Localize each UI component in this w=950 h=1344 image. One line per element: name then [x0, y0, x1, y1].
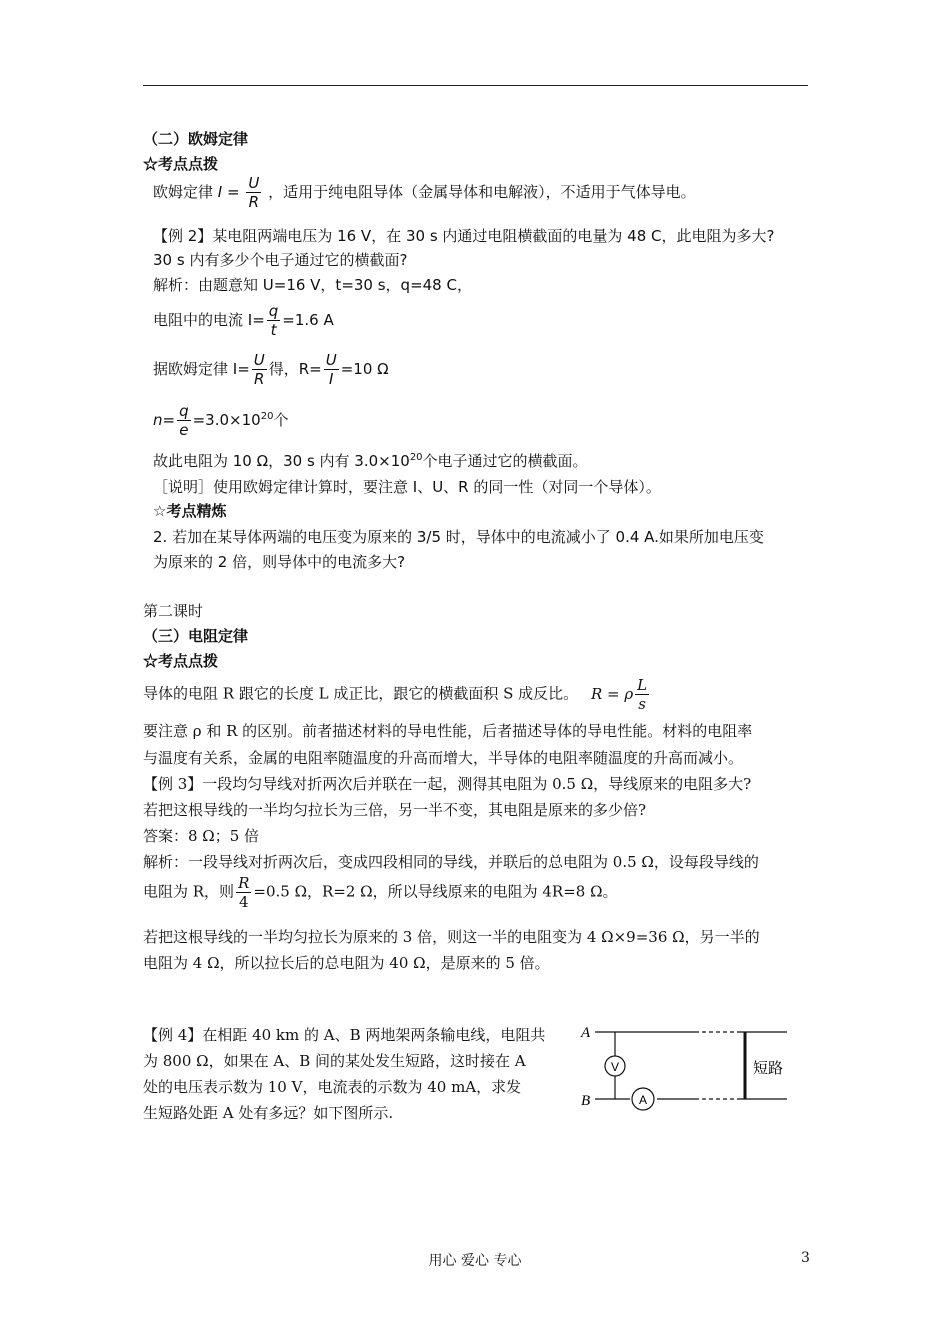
example-2-line-2: 30 s 内有多少个电子通过它的横截面?	[153, 251, 408, 269]
example-2-line-1: 【例 2】某电阻两端电压为 16 V，在 30 s 内通过电阻横截面的电量为 48 C，此电阻为多大?	[153, 227, 775, 245]
answer: 答案：8 Ω；5 倍	[143, 827, 260, 845]
question-2-line-2: 为原来的 2 倍，则导体中的电流多大?	[153, 553, 406, 571]
resistance-law-statement: 导体的电阻 R 跟它的长度 L 成正比，跟它的横截面积 S 成反比。 R = ρ $\frac{L}{s}$	[143, 676, 648, 713]
paragraph-3-line-1: 若把这根导线的一半均匀拉长为原来的 3 倍，则这一半的电阻变为 4 Ω×9=36 Ω，另一半的	[143, 928, 760, 946]
electron-count-formula: n= $\frac{q}{e}$ $=3.0\times 10^{20}$个	[153, 402, 289, 439]
short-label: 短路	[753, 1059, 784, 1077]
example-3-line-2: 若把这根导线的一半均匀拉长为三倍，另一半不变，其电阻是原来的多少倍?	[143, 801, 647, 819]
conclusion: 故此电阻为 10 Ω，30 s 内有 $3.0\times 10^{20}$个电子通过它的横截面。	[153, 452, 588, 470]
paragraph-3-line-2: 电阻为 4 Ω，所以拉长后的总电阻为 40 Ω，是原来的 5 倍。	[143, 954, 550, 972]
current-formula: 电阻中的电流 I= $\frac{q}{t}$ =1.6 A	[153, 302, 334, 339]
practice-heading: ☆考点精炼	[153, 502, 227, 520]
label-b: B	[581, 1093, 591, 1109]
paragraph-1-line-1: 要注意 ρ 和 R 的区别。前者描述材料的导电性能，后者描述导体的导电性能。材料的电阻率	[143, 722, 753, 740]
key-points-heading: ☆考点点拨	[143, 155, 219, 173]
ohm-law-statement: 欧姆定律 I = $\frac{U}{R}$ ，适用于纯电阻导体（金属导体和电解液），不适用于气体导电。	[153, 174, 696, 211]
key-points-heading-2: ☆考点点拨	[143, 652, 219, 670]
paragraph-1-line-2: 与温度有关系，金属的电阻率随温度的升高而增大，半导体的电阻率随温度的升高而减小。	[143, 749, 744, 767]
section-title-ohm: （二）欧姆定律	[143, 130, 249, 148]
example-4-line-4: 生短路处距 A 处有多远？如下图所示.	[143, 1104, 394, 1122]
ohm-law-derivation: 据欧姆定律 I= $\frac{U}{R}$ 得，R= $\frac{U}{I}$ =10 Ω	[153, 351, 389, 388]
svg-text:A: A	[638, 1093, 648, 1107]
question-2-line-1: 2. 若加在某导体两端的电压变为原来的 3/5 时，导体中的电流减小了 0.4 A.如果所加电压变	[153, 528, 764, 546]
example-4-line-2: 为 800 Ω，如果在 A、B 间的某处发生短路，这时接在 A	[143, 1052, 526, 1070]
example-4-line-3: 处的电压表示数为 10 V，电流表的示数为 40 mA，求发	[143, 1078, 522, 1096]
example-4-line-1: 【例 4】在相距 40 km 的 A、B 两地架两条输电线，电阻共	[143, 1026, 546, 1044]
footer-motto: 用心 爱心 专心	[428, 1253, 522, 1269]
ohm-fraction: $\frac{U}{R}$	[248, 174, 260, 211]
solution-given: 解析：由题意知 U=16 V，t=30 s，q=48 C，	[153, 276, 472, 294]
label-a: A	[581, 1025, 591, 1041]
solution-line-1: 解析：一段导线对折两次后，变成四段相同的导线，并联后的总电阻为 0.5 Ω，设每段导线的	[143, 853, 759, 871]
solution-line-2: 电阻为 R，则 $\frac{R}{4}$ =0.5 Ω，R=2 Ω，所以导线原来的电阻为 4R=8 Ω。	[143, 874, 618, 911]
header-rule	[143, 85, 808, 86]
page-number: 3	[801, 1250, 810, 1266]
explanation-note: ［说明］使用欧姆定律计算时，要注意 I、U、R 的同一性（对同一个导体）。	[153, 478, 661, 496]
svg-text:V: V	[610, 1060, 620, 1074]
lesson-label: 第二课时	[143, 602, 204, 620]
resistance-fraction: $\frac{L}{s}$	[637, 676, 648, 713]
circuit-diagram	[575, 1018, 795, 1118]
example-3-line-1: 【例 3】一段均匀导线对折两次后并联在一起，测得其电阻为 0.5 Ω，导线原来的电阻多大?	[143, 775, 752, 793]
section-title-resistance: （三）电阻定律	[143, 627, 249, 645]
